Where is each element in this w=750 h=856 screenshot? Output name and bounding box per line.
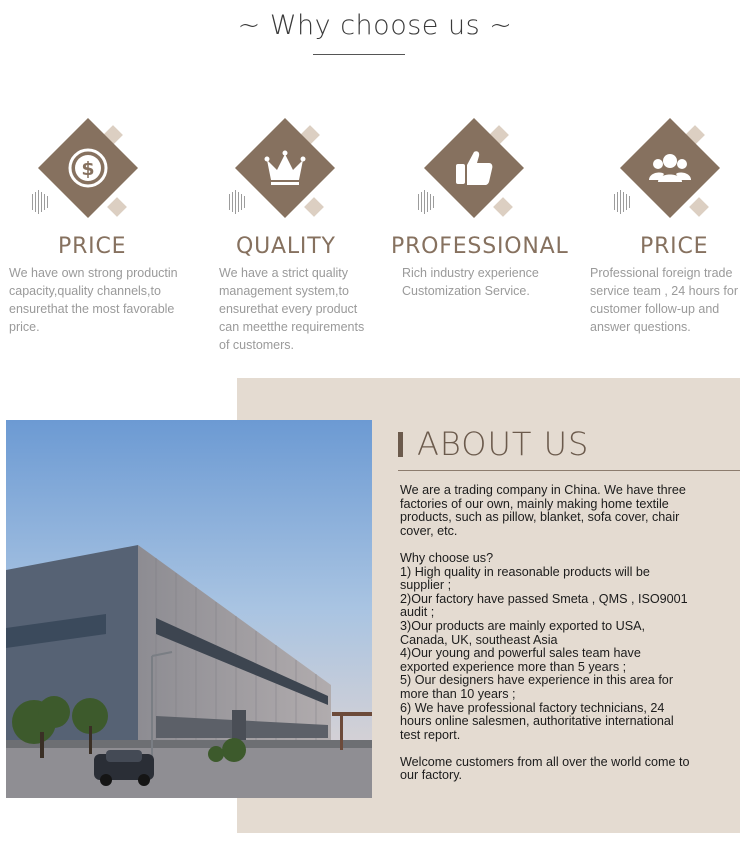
feature-title: PRICE xyxy=(640,234,709,259)
feature-badge xyxy=(610,116,730,226)
factory-photo xyxy=(6,420,372,798)
feature-description: We have a strict quality management system,to ensurethat every product can meetthe requirements of customers. xyxy=(219,266,365,352)
about-title xyxy=(398,424,589,464)
about-title-bar xyxy=(398,432,403,457)
about-title-rule xyxy=(398,470,740,471)
feature-description: Rich industry experience Customization Service. xyxy=(402,266,539,298)
about-text: We are a trading company in China. We have three factories of our own, mainly making home textile products, such as pillow, blanket, sofa cover, chair cover, etc. Why choose us? 1) High quality in reasonable products will be supplier ; 2)Our factory have passed Smeta , QMS , ISO9001 audit ; 3)Our products are mainly exported to USA, Canada, UK, southeast Asia 4)Our young and powerful sales team have exported experience more than 5 years ; 5) Our designers have experience in this area for more than 10 years ; 6) We have professional factory technicians, 24 hours online salesmen, authoritative international test report. Welcome customers from all over the world come to our factory. xyxy=(400,483,690,783)
feature-title: PRICE xyxy=(58,234,127,259)
heading-underline xyxy=(313,54,405,55)
about-title-text: ABOUT US xyxy=(417,425,590,463)
feature-badge xyxy=(225,116,345,226)
users-icon xyxy=(648,146,692,190)
page-heading: ~ Why choose us ~ xyxy=(237,10,513,41)
feature-badge xyxy=(414,116,534,226)
feature-title: QUALITY xyxy=(236,234,336,259)
feature-description: Professional foreign trade service team , 24 hours for customer follow-up and answer questions. xyxy=(590,266,738,334)
crown-icon xyxy=(263,146,307,190)
feature-description: We have own strong productin capacity,quality channels,to ensurethat the most favorable price. xyxy=(9,266,178,334)
dollar-coin-icon xyxy=(66,146,110,190)
svg-text:$: $ xyxy=(81,158,95,180)
feature-badge xyxy=(28,116,148,226)
thumbs-up-icon xyxy=(452,146,496,190)
feature-title: PROFESSIONAL xyxy=(391,234,569,259)
